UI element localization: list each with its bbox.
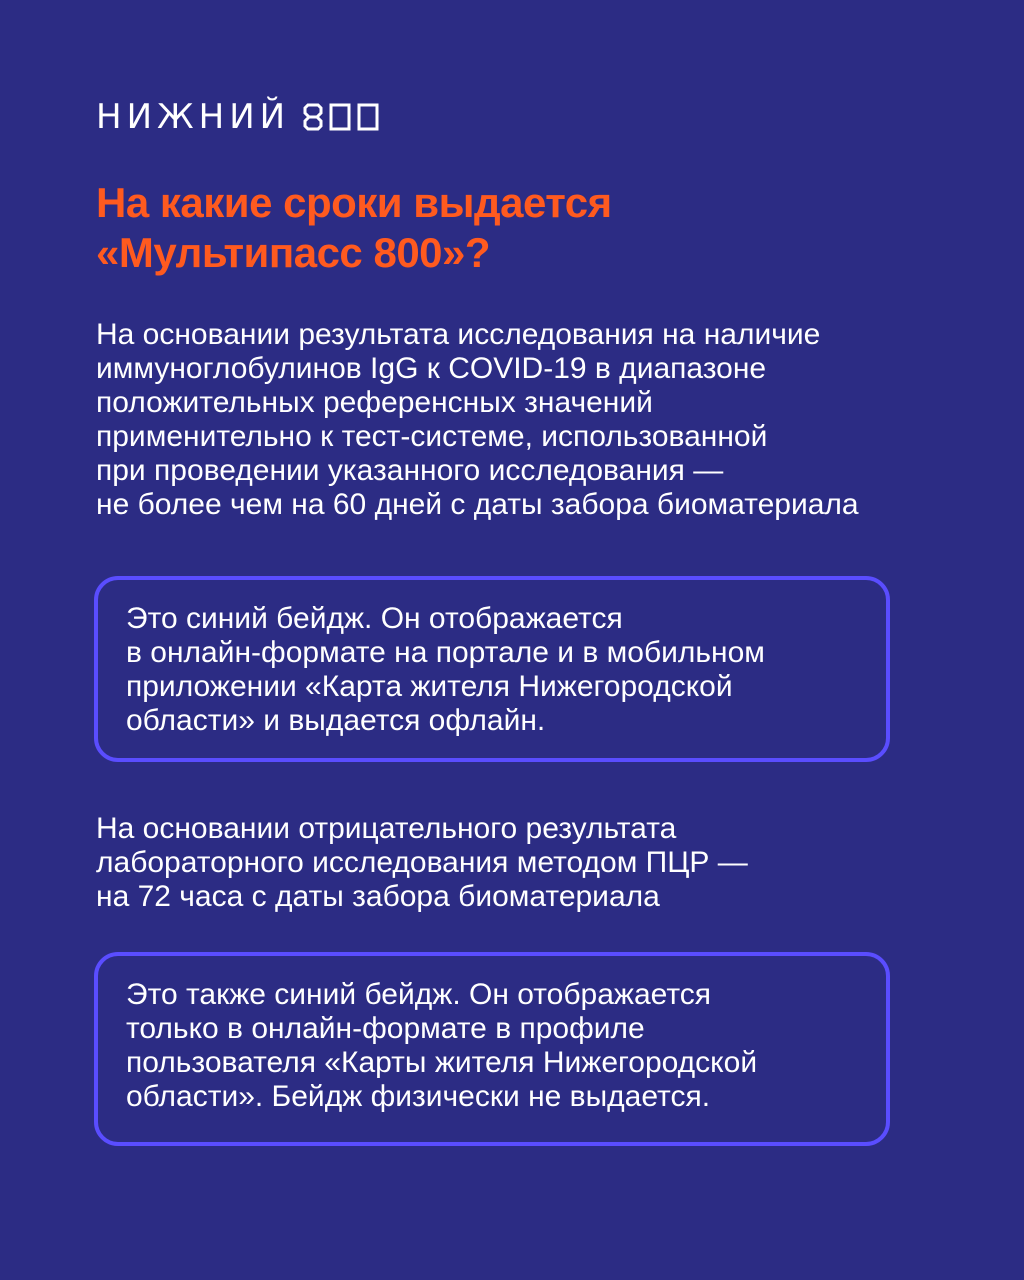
badge-note-line: области» и выдается офлайн.: [126, 704, 546, 737]
paragraph-line: лабораторного исследования методом ПЦР —: [96, 846, 748, 879]
paragraph-line: не более чем на 60 дней с даты забора биоматериала: [96, 488, 859, 521]
badge-note-line: Это синий бейдж. Он отображается: [126, 602, 623, 635]
badge-note-line: приложении «Карта жителя Нижегородской: [126, 670, 733, 703]
badge-note-line: в онлайн-формате на портале и в мобильном: [126, 636, 765, 669]
paragraph-line: применительно к тест-системе, использованной: [96, 420, 768, 453]
page-title: [96, 178, 916, 278]
paragraph-line: положительных референсных значений: [96, 386, 653, 419]
title-line: «Мультипасс 800»?: [96, 229, 491, 276]
paragraph-line: на 72 часа с даты забора биоматериала: [96, 880, 660, 913]
badge-note-line: только в онлайн-формате в профиле: [126, 1012, 645, 1045]
badge-note-line: пользователя «Карты жителя Нижегородской: [126, 1046, 758, 1079]
badge-note-box: [94, 952, 890, 1146]
badge-note-line: области». Бейдж физически не выдается.: [126, 1080, 711, 1113]
badge-note-box: [94, 576, 890, 762]
pcr-term-paragraph: [96, 812, 976, 914]
paragraph-line: На основании отрицательного результата: [96, 812, 677, 845]
paragraph-line: иммуноглобулинов IgG к COVID-19 в диапазоне: [96, 352, 767, 385]
brand-logo: [96, 96, 382, 138]
logo-800-mark-icon: [300, 102, 382, 132]
badge-note-line: Это также синий бейдж. Он отображается: [126, 978, 711, 1011]
igg-term-paragraph: [96, 318, 976, 522]
paragraph-line: при проведении указанного исследования —: [96, 454, 724, 487]
brand-logo-text: НИЖНИЙ: [96, 97, 291, 137]
title-line: На какие сроки выдается: [96, 179, 612, 226]
paragraph-line: На основании результата исследования на наличие: [96, 318, 821, 351]
